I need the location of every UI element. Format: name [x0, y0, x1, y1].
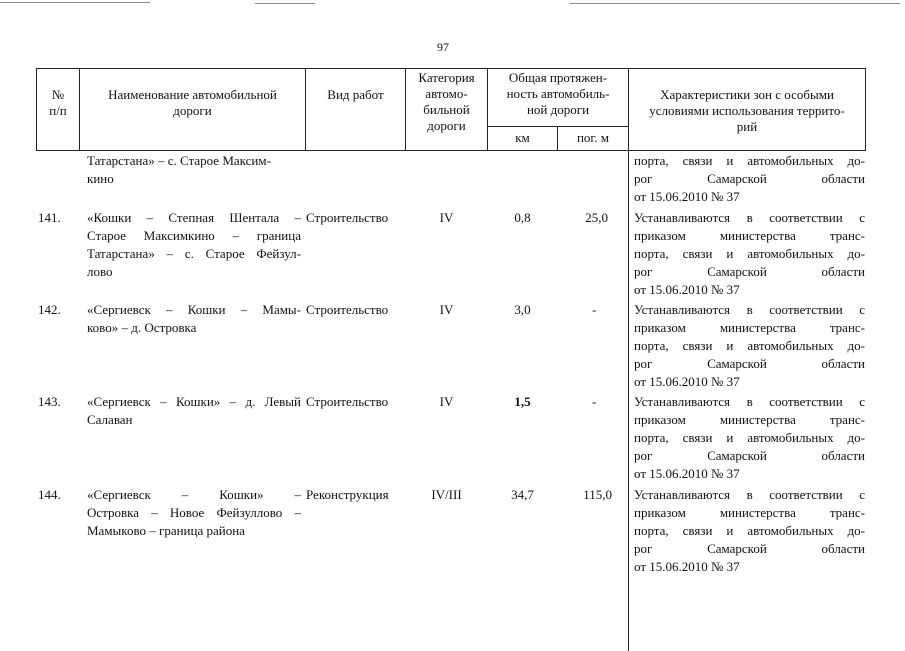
page-number: 97 — [437, 40, 449, 54]
header-pm: пог. м — [576, 130, 610, 145]
row-km: 0,8 — [514, 210, 531, 225]
header-zones: Характеристики зон с особыми условиями использования террито- рий — [649, 87, 845, 134]
header-bottom-border — [36, 150, 865, 151]
row-work: Строительство — [306, 210, 389, 225]
row-pm: 115,0 — [583, 487, 612, 502]
row-km: 3,0 — [514, 302, 531, 317]
header-road: Наименование автомобильной дороги — [108, 87, 277, 118]
row-zones: Устанавливаются в соответствии с приказом министерства транс- порта, связи и автомобильных до- рог Самарской области от 15.06.2010 № 37 — [634, 210, 865, 297]
scan-mark — [255, 3, 315, 4]
col-border — [628, 68, 629, 651]
col-border — [865, 68, 866, 151]
col-border — [305, 68, 306, 151]
row-category: IV/III — [431, 487, 462, 502]
header-work: Вид работ — [327, 87, 384, 102]
row-pm: - — [592, 302, 597, 317]
row-num: 144. — [38, 487, 61, 502]
row-zones: Устанавливаются в соответствии с приказом министерства транс- порта, связи и автомобильных до- рог Самарской области от 15.06.2010 № 37 — [634, 487, 865, 574]
row-category: IV — [439, 210, 454, 225]
row-work: Строительство — [306, 302, 389, 317]
row-category: IV — [439, 394, 454, 409]
row-road: «Сергиевск – Кошки» – Островка – Новое Фейзуллово – Мамыково – граница района — [87, 487, 301, 538]
row-pm: 25,0 — [585, 210, 608, 225]
row-num: 143. — [38, 394, 61, 409]
header-num: № п/п — [49, 87, 67, 118]
scan-mark — [0, 2, 150, 3]
row-num: 141. — [38, 210, 61, 225]
table-top-border — [36, 68, 865, 69]
row-road: «Сергиевск – Кошки» – д. Левый Салаван — [87, 394, 301, 427]
row-road: «Кошки – Степная Шентала – Старое Максимкино – граница Татарстана» – с. Старое Фейзул- лово — [87, 210, 301, 279]
row-km: 34,7 — [511, 487, 534, 502]
row-zones: Устанавливаются в соответствии с приказом министерства транс- порта, связи и автомобильных до- рог Самарской области от 15.06.2010 № 37 — [634, 394, 865, 481]
cont-road: Татарстана» – с. Старое Максим- кино — [87, 153, 271, 186]
row-km: 1,5 — [514, 394, 531, 409]
row-num: 142. — [38, 302, 61, 317]
cont-zones: порта, связи и автомобильных до- рог Самарской области от 15.06.2010 № 37 — [634, 153, 865, 204]
header-length: Общая протяжен- ность автомобиль- ной дороги — [506, 70, 610, 117]
scan-mark — [570, 3, 900, 4]
header-category: Категория автомо- бильной дороги — [418, 70, 475, 133]
header-km: км — [515, 130, 530, 145]
row-category: IV — [439, 302, 454, 317]
row-work: Строительство — [306, 394, 389, 409]
row-zones: Устанавливаются в соответствии с приказом министерства транс- порта, связи и автомобильных до- рог Самарской области от 15.06.2010 № 37 — [634, 302, 865, 389]
row-pm: - — [592, 394, 597, 409]
row-road: «Сергиевск – Кошки – Мамы- ково» – д. Островка — [87, 302, 301, 335]
row-work: Реконструкция — [306, 487, 389, 502]
